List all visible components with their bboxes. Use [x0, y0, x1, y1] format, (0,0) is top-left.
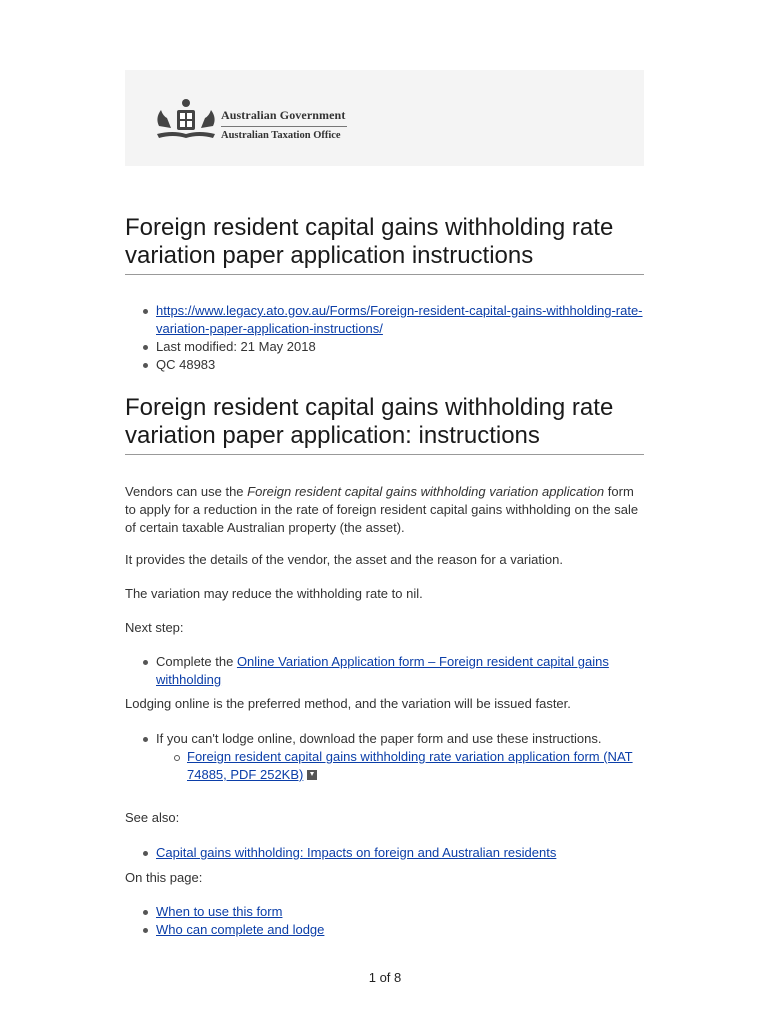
on-this-page-section [125, 903, 644, 939]
paper-form-section [125, 730, 644, 784]
see-also-section [125, 844, 644, 862]
next-step-section [125, 653, 644, 689]
ato-header-banner [125, 70, 644, 166]
list-item-url [156, 302, 644, 338]
on-this-page-label: On this page: [125, 870, 203, 885]
list-item-paper-form-link [187, 748, 644, 784]
agency-divider [221, 126, 347, 127]
intro-form-name: Foreign resident capital gains withholding variation application [247, 484, 605, 499]
meta-list [125, 302, 644, 374]
capital-gains-impacts-link[interactable]: Capital gains withholding: Impacts on foreign and Australian residents [156, 845, 557, 860]
list-item-qc: QC 48983 [156, 356, 644, 374]
on-this-page-list [125, 903, 644, 939]
intro-text-end: form to apply for a reduction in the rate of foreign resident capital gains withholding on the sale of certain taxable Australian property (the asset). [125, 484, 639, 535]
list-item-last-modified: Last modified: 21 May 2018 [156, 338, 644, 356]
source-url-link[interactable]: https://www.legacy.ato.gov.au/Forms/Foreign-resident-capital-gains-withholding-rate-variation-paper-application-instructions/ [156, 303, 643, 336]
list-item-toc [156, 921, 644, 939]
agency-line-2: Australian Taxation Office [221, 130, 341, 141]
paper-form-text: If you can't lodge online, download the paper form and use these instructions. [156, 731, 602, 746]
list-item-see-also [156, 844, 644, 862]
document-page [125, 70, 644, 937]
next-step-label: Next step: [125, 620, 184, 635]
toc-link-who-can-lodge[interactable]: Who can complete and lodge [156, 922, 325, 937]
agency-name [221, 108, 347, 141]
list-item-paper-form [156, 730, 644, 784]
lodging-paragraph: Lodging online is the preferred method, and the variation will be issued faster. [125, 696, 571, 711]
next-step-text: Complete the [156, 654, 237, 669]
page-title: Foreign resident capital gains withholding rate variation paper application instructions [125, 214, 644, 275]
page-indicator: 1 of 8 [368, 970, 402, 985]
intro-paragraph [125, 483, 644, 537]
see-also-list [125, 844, 644, 862]
details-paragraph: It provides the details of the vendor, the asset and the reason for a variation. [125, 552, 563, 567]
list-item-next-step [156, 653, 644, 689]
list-item-toc [156, 903, 644, 921]
toc-link-when-to-use[interactable]: When to use this form [156, 904, 283, 919]
paper-form-pdf-link[interactable]: Foreign resident capital gains withholding rate variation application form (NAT 74885, PDF 252KB) [187, 749, 633, 782]
intro-text-start: Vendors can use the [125, 484, 248, 499]
paper-form-list [125, 730, 644, 784]
download-icon [307, 770, 317, 780]
next-step-list [125, 653, 644, 689]
section-heading: Foreign resident capital gains withholding rate variation paper application: instructions [125, 394, 644, 455]
coat-of-arms-logo [153, 96, 219, 142]
reduce-paragraph: The variation may reduce the withholding rate to nil. [125, 586, 423, 601]
paper-form-sublist [156, 748, 644, 784]
see-also-label: See also: [125, 810, 180, 825]
agency-line-1: Australian Government [221, 108, 346, 122]
online-variation-form-link[interactable]: Online Variation Application form – Foreign resident capital gains withholding [156, 654, 609, 687]
